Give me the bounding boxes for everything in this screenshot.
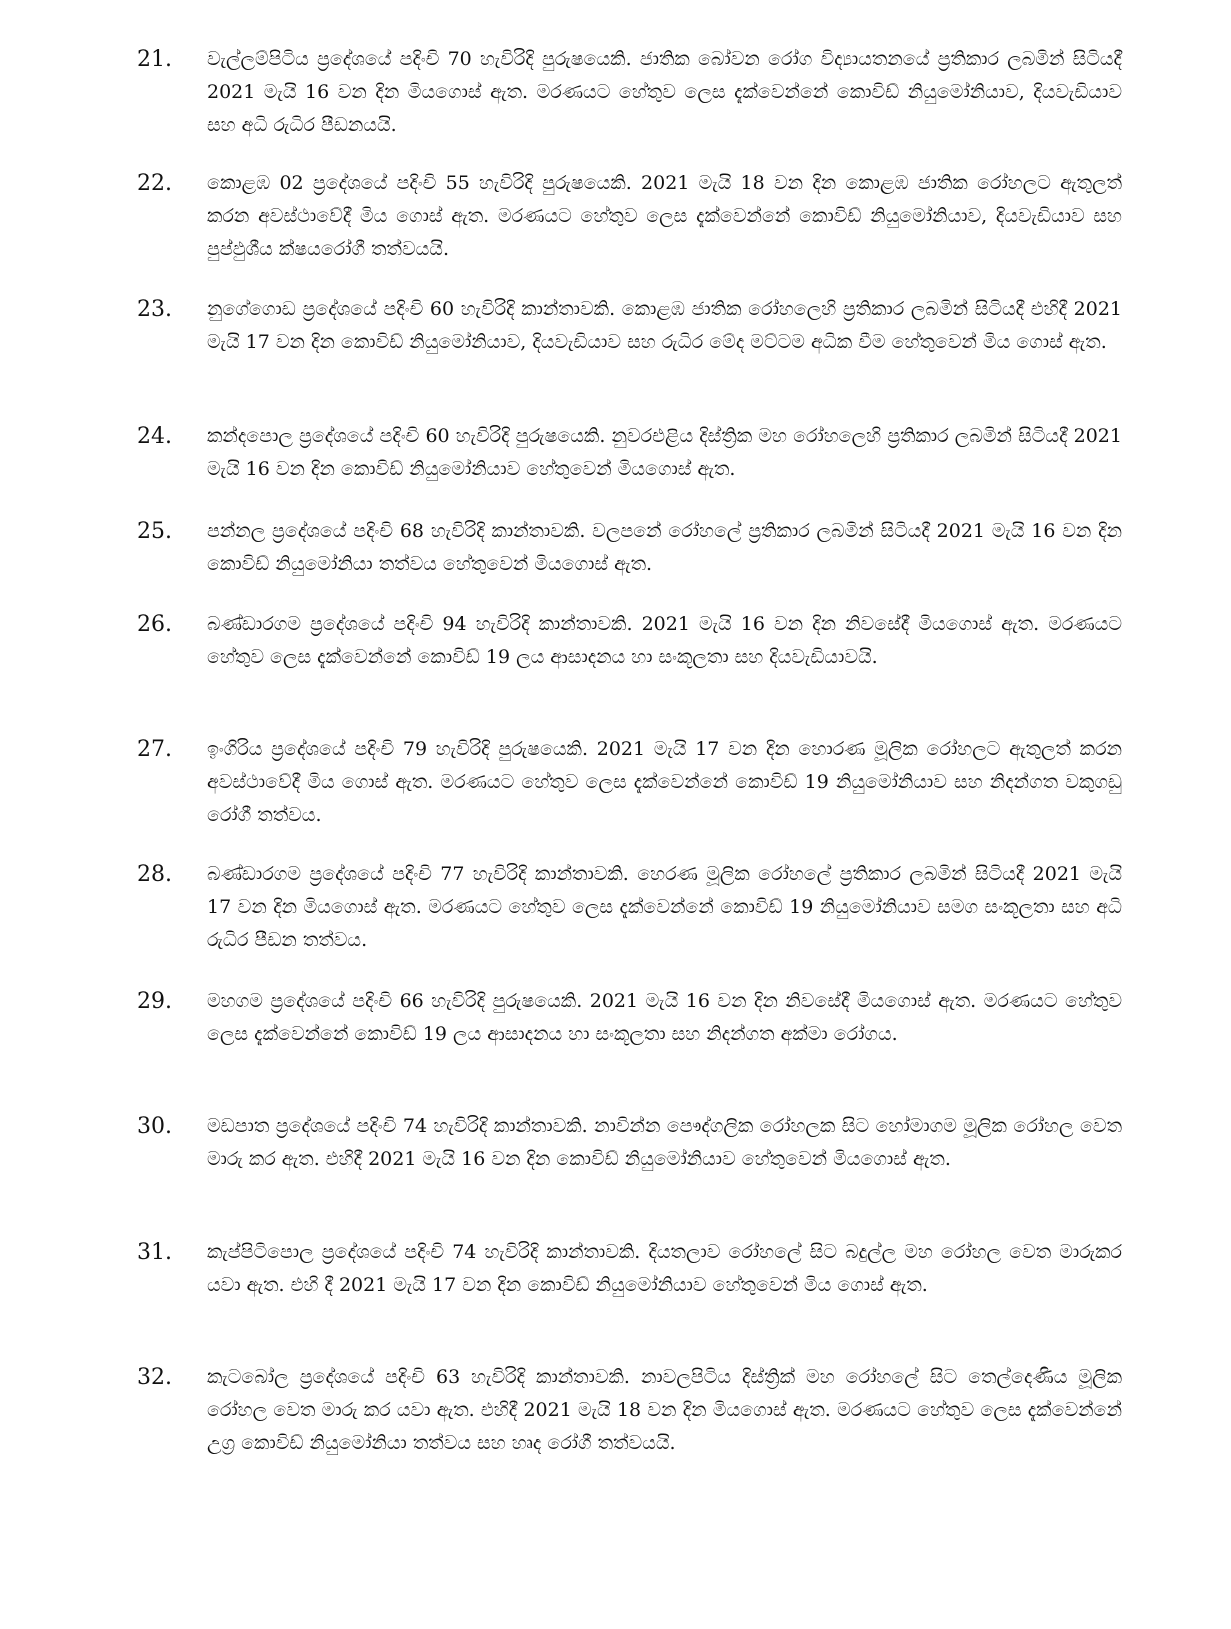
entry-number: 27. [137, 737, 172, 762]
entry-number: 21. [137, 47, 172, 72]
entry-number: 26. [137, 612, 172, 637]
entry-number: 28. [137, 862, 172, 887]
entry-text: පන්නල ප්‍රදේශයේ පදිංචි 68 හැවිරිදි කාන්තාවකි. වලපනේ රෝහලේ ප්‍රතිකාර ලබමින් සිටියදී 2021 මැයි 16 වන දින කොවිඩ් නියුමෝනියා තත්වය හේතුවෙන් මියගොස් ඇත. [207, 520, 1122, 575]
entry-text: කොළඹ 02 ප්‍රදේශයේ පදිංචි 55 හැවිරිදි පුරුෂයෙකි. 2021 මැයි 18 වන දින කොළඹ ජාතික රෝහලට ඇතුලත් කරන අවස්ථාවේදී මිය ගොස් ඇත. මරණයට හේතුව ලෙස දැක්වෙන්නේ කොවිඩ් නියුමෝනියාව, දියවැඩියාව සහ පුප්ඵුශීය ක්ෂයරෝගී තත්වයයි. [207, 172, 1122, 260]
entry-number: 32. [137, 1365, 172, 1390]
entry-text: කැප්පිටිපොල ප්‍රදේශයේ පදිංචි 74 හැවිරිදි කාන්තාවකි. දියතලාව රෝහලේ සිට බදුල්ල මහ රෝහල වෙත මාරුකර යවා ඇත. එහි දී 2021 මැයි 17 වන දින කොවිඩ් නියුමෝනියාව හේතුවෙන් මිය ගොස් ඇත. [207, 1241, 1122, 1296]
entry-number: 24. [137, 424, 172, 449]
entry-number: 29. [137, 989, 172, 1014]
entry-number: 22. [137, 171, 172, 196]
entry-number: 31. [137, 1240, 172, 1265]
entry-text: කන්දපොල ප්‍රදේශයේ පදිංචි 60 හැවිරිදි පුරුෂයෙකි. නුවරඑළිය දිස්ත්‍රික මහ රෝහලෙහි ප්‍රතිකාර ලබමින් සිටියදී 2021 මැයි 16 වන දින කොවිඩ් නියුමෝනියාව හේතුවෙන් මියගොස් ඇත. [207, 425, 1122, 480]
entry-text: කැටබෝල ප්‍රදේශයේ පදිංචි 63 හැවිරිදි කාන්තාවකි. නාවලපිටිය දිස්ත්‍රික් මහ රෝහලේ සිට තෙල්දෙණිය මූලික රෝහල වෙත මාරු කර යවා ඇත. එහිදී 2021 මැයි 18 වන දින මියගොස් ඇත. මරණයට හේතුව ලෙස දැක්වෙන්නේ උග්‍ර කොවිඩ් නියුමෝනියා තත්වය සහ හෘද රෝගී තත්වයයි. [207, 1366, 1122, 1454]
entry-text: මහගම ප්‍රදේශයේ පදිංචි 66 හැවිරිදි පුරුෂයෙකි. 2021 මැයි 16 වන දින නිවසේදී මියගොස් ඇත. මරණයට හේතුව ලෙස දැක්වෙන්නේ කොවිඩ් 19 ලය ආසාදනය හා සංකූලතා සහ නිදන්ගත අක්මා රෝගය. [207, 990, 1122, 1045]
entry-text: බණ්ඩාරගම ප්‍රදේශයේ පදිංචි 77 හැවිරිදි කාන්තාවකි. හෙරණ මූලික රෝහලේ ප්‍රතිකාර ලබමින් සිටියදී 2021 මැයි 17 වන දින මියගොස් ඇත. මරණයට හේතුව ලෙස දැක්වෙන්නේ කොවිඩ් 19 නියුමෝනියාව සමග සංකූලතා සහ අධි රුධිර පීඩන තත්වය. [207, 863, 1122, 951]
entry-number: 25. [137, 519, 172, 544]
entry-text: නුගේගොඩ ප්‍රදේශයේ පදිංචි 60 හැවිරිදි කාන්තාවකි. කොළඹ ජාතික රෝහලෙහි ප්‍රතිකාර ලබමින් සිටියදී එහිදී 2021 මැයි 17 වන දින කොවිඩ් නියුමෝනියාව, දියවැඩියාව සහ රුධිර මේද මට්ටම අධික වීම හේතුවෙන් මිය ගොස් ඇත. [207, 298, 1122, 353]
entry-text: බණ්ඩාරගම ප්‍රදේශයේ පදිංචි 94 හැවිරිදි කාන්තාවකි. 2021 මැයි 16 වන දින නිවසේදී මියගොස් ඇත. මරණයට හේතුව ලෙස දැක්වෙන්නේ කොවිඩ් 19 ලය ආසාදනය හා සංකූලතා සහ දියවැඩියාවයි. [207, 613, 1122, 668]
entry-number: 30. [137, 1114, 172, 1139]
entry-text: මඩපාත ප්‍රදේශයේ පදිංචි 74 හැවිරිදි කාන්තාවකි. නාවින්න පෞද්ගලික රෝහලක සිට හෝමාගම මූලික රෝහල වෙත මාරු කර ඇත. එහිදී 2021 මැයි 16 වන දින කොවිඩ් නියුමෝනියාව හේතුවෙන් මියගොස් ඇත. [207, 1115, 1122, 1170]
entry-text: ඉංගිරිය ප්‍රදේශයේ පදිංචි 79 හැවිරිදි පුරුෂයෙකි. 2021 මැයි 17 වන දින හොරණ මූලික රෝහලට ඇතුලත් කරන අවස්ථාවේදී මිය ගොස් ඇත. මරණයට හේතුව ලෙස දැක්වෙන්නේ කොවිඩ් 19 නියුමෝනියාව සහ නිදන්ගත වකුගඩු රෝගී තත්වය. [207, 738, 1122, 826]
entry-number: 23. [137, 297, 172, 322]
entry-text: වැල්ලම්පිටිය ප්‍රදේශයේ පදිංචි 70 හැවිරිදි පුරුෂයෙකි. ජාතික බෝවන රෝග විද්‍යායතනයේ ප්‍රතිකාර ලබමින් සිටියදී 2021 මැයි 16 වන දින මියගොස් ඇත. මරණයට හේතුව ලෙස දැක්වෙන්නේ කොවිඩ් නියුමෝනියාව, දියවැඩියාව සහ අධි රුධිර පීඩනයයි. [207, 48, 1122, 136]
